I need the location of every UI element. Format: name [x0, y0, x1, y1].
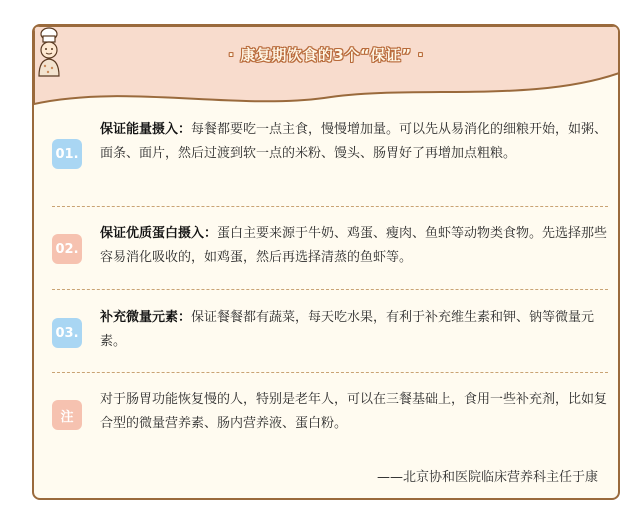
note-badge: 注 — [52, 400, 82, 430]
card-header — [34, 26, 618, 106]
divider — [52, 372, 608, 373]
source-attribution: ——北京协和医院临床营养科主任于康 — [376, 470, 598, 485]
item-text — [100, 222, 608, 270]
list-item — [52, 306, 608, 358]
divider — [52, 206, 608, 207]
list-item — [52, 222, 608, 274]
item-heading: 补充微量元素： — [100, 310, 192, 325]
item-badge: 03. — [52, 318, 82, 348]
header-wave — [34, 26, 620, 106]
item-body: 保证餐餐都有蔬菜，每天吃水果，有利于补充维生素和钾、钠等微量元素。 — [100, 310, 595, 349]
item-heading: 保证能量摄入： — [100, 122, 192, 137]
item-body: 蛋白主要来源于牛奶、鸡蛋、瘦肉、鱼虾等动物类食物。先选择那些容易消化吸收的，如鸡蛋，然后再选择清蒸的鱼虾等。 — [100, 226, 608, 265]
item-body: 每餐都要吃一点主食，慢慢增加量。可以先从易消化的细粮开始，如粥、面条、面片，然后过渡到软一点的米粉、馒头、肠胃好了再增加点粗粮。 — [100, 122, 608, 161]
item-badge: 02. — [52, 234, 82, 264]
note-text: 对于肠胃功能恢复慢的人，特别是老年人，可以在三餐基础上，食用一些补充剂，比如复合型的微量营养素、肠内营养液、蛋白粉。 — [100, 392, 608, 431]
item-heading: 保证优质蛋白摄入： — [100, 226, 218, 241]
list-item — [52, 116, 608, 192]
item-badge: 01. — [52, 139, 82, 169]
note-item — [52, 388, 608, 440]
title-dot-right: · — [417, 46, 424, 64]
info-card — [32, 24, 620, 500]
title-dot-left: · — [228, 46, 235, 64]
title-text: 康复期饮食的3个“保证” — [240, 46, 412, 64]
item-text — [100, 118, 608, 166]
item-text — [100, 306, 608, 354]
page-title — [34, 44, 618, 65]
chef-icon — [34, 26, 64, 78]
divider — [52, 289, 608, 290]
